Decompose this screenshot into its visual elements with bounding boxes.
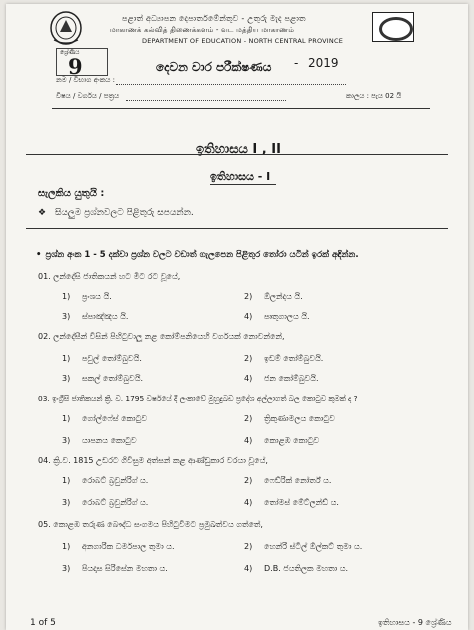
question-4 [38,456,268,466]
exam-year: 2019 [308,56,339,70]
instructions-heading: සැලකිය යුතුයි : [38,188,105,199]
instructions-text-row [38,208,194,218]
grade-number: 9 [68,54,83,79]
government-emblem-icon [44,10,88,46]
instructions-text: සියලුම ප්‍රශ්නවලට පිළිතුරු සපයන්න. [54,208,194,218]
question-instruction-text: ප්‍රශ්න අංක 1 - 5 දක්වා ප්‍රශ්න වලට වඩාත් ගැලපෙන පිළිතුර තෝරා යටින් ඉරක් අඳින්න. [45,250,359,260]
exam-sheet [6,4,468,630]
question-3 [38,394,358,404]
question-2 [38,332,285,342]
q5-option-4[interactable]: 4) D.B. ජයතිලක මහතා ය. [244,564,349,573]
question-1 [38,272,180,282]
q3-option-2[interactable]: 2) ත්‍රිකුණාමලය කොටුව [244,414,335,423]
question-number: 05. [38,520,51,529]
question-text: ලන්දේසි ජාතිකයන් හට මිට රට වූයේ, [53,272,181,281]
q4-option-4[interactable]: 4) තෝමස් මේට්ලන්ඩ් ය. [244,498,339,507]
question-instruction: • ප්‍රශ්න අංක 1 - 5 දක්වා ප්‍රශ්න වලට වඩාත් ගැලපෙන පිළිතුර තෝරා යටින් ඉරක් අඳින්න. [36,250,359,260]
question-text: ක්‍රි.ව. 1815 උඩරට ගිවිසුම අත්සන් කළ ආණ්ඩුකාර වරයා වූයේ, [53,456,268,465]
question-number: 04. [38,456,51,465]
q1-option-3[interactable]: 3) ස්පාඤ්ඤය යි. [62,312,129,321]
question-text: කොළඹ තරුණ බෞද්ධ සංගමය පිහිටුවීමට ප්‍රමුඛත්වය ගත්තේ, [53,520,263,529]
q3-option-4[interactable]: 4) කොළඹ කොටුව [244,436,320,445]
header-line-sinhala: පළාත් අධ්‍යාපන දෙපාර්තමේන්තුව - උතුරු මැද පළාත [122,14,306,23]
question-5 [38,520,263,530]
grade-label: ශ්‍රේණිය [60,49,80,56]
header-line-tamil: மாகாணக் கல்வித் திணைக்களம் - வட மத்திய மாகாணம் [110,26,295,34]
subject-field-label: විෂය / වර්ගය / පත්‍රය [56,92,120,100]
q5-option-3[interactable]: 3) පියදාස සිරිසේන මහතා ය. [62,564,168,573]
q3-option-1[interactable]: 1) ගෝල්ෆේස් කොටුව [62,414,148,423]
header-line-english: DEPARTMENT OF EDUCATION - NORTH CENTRAL PROVINCE [142,37,344,45]
time-label: කාලය : පැය 02 යි [346,92,402,100]
subject-title: ඉතිහාසය I , II [196,142,281,157]
exam-name: දෙවන වාර පරීක්ෂණය [156,60,272,74]
q2-option-3[interactable]: 3) සකල් තෝම්බුවයි. [62,374,143,383]
subject-field-line [126,100,286,101]
q1-option-4[interactable]: 4) පෘතුගාලය යි. [244,312,310,321]
bullet-icon: ❖ [38,208,47,218]
q3-option-3[interactable]: 3) යාපනය කොටුව [62,436,137,445]
instructions-divider [26,228,448,229]
q4-option-1[interactable]: 1) රොබට් බ්‍රවුන්රිග් ය. [62,476,149,485]
exam-dash: - [294,56,299,70]
q4-option-3[interactable]: 3) රොබට් බ්‍රවුන්රිග් ය. [62,498,149,507]
part-title-underline [210,184,276,185]
question-number: 01. [38,272,51,281]
q5-option-2[interactable]: 2) හෙන්රි ස්ටීල් ඕල්කට් තුමා ය. [244,542,363,551]
q2-option-4[interactable]: 4) ජන කෝම්බුවයි. [244,374,319,383]
question-number: 03. [38,394,50,403]
header-divider [52,108,430,109]
question-text: ලන්දේසීන් විසින් පිහිටුවාලූ නළ කෝම්පනියෙහි වර්ගයක් නොවන්නේ, [53,332,285,341]
q2-option-2[interactable]: 2) ඉඩම් තෝම්බුවයි. [244,354,324,363]
q5-option-1[interactable]: 1) අනගාරික ධර්මපාල තුමා ය. [62,542,175,551]
name-field-label: නම / විභාග අංකය : [56,76,115,84]
page-indicator: 1 of 5 [30,618,56,628]
q4-option-2[interactable]: 2) ෆෙඩ්රික් නෝර්ත් ය. [244,476,332,485]
q1-option-2[interactable]: 2) ඕලන්දය යි. [244,292,303,301]
section-divider [26,154,448,155]
q2-option-1[interactable]: 1) පවුල් තෝම්බුවයි. [62,354,142,363]
q1-option-1[interactable]: 1) ප්‍රංශය යි. [62,292,112,301]
part-title: ඉතිහාසය - I [210,170,271,183]
question-text: ඉංග්‍රීසි ජාතිකයන් ක්‍රි. ව. 1795 වර්ෂයේ දී ලංකාවේ මුහුදුබඩ ප්‍රදේශ අල්ලාගත් බල කොටුව කුමක් ද ? [52,394,358,403]
footer-subject: ඉතිහාසය - 9 ශ්‍රේණිය [378,618,452,627]
question-number: 02. [38,332,51,341]
name-field-line [116,84,346,85]
security-seal-icon [372,12,414,42]
